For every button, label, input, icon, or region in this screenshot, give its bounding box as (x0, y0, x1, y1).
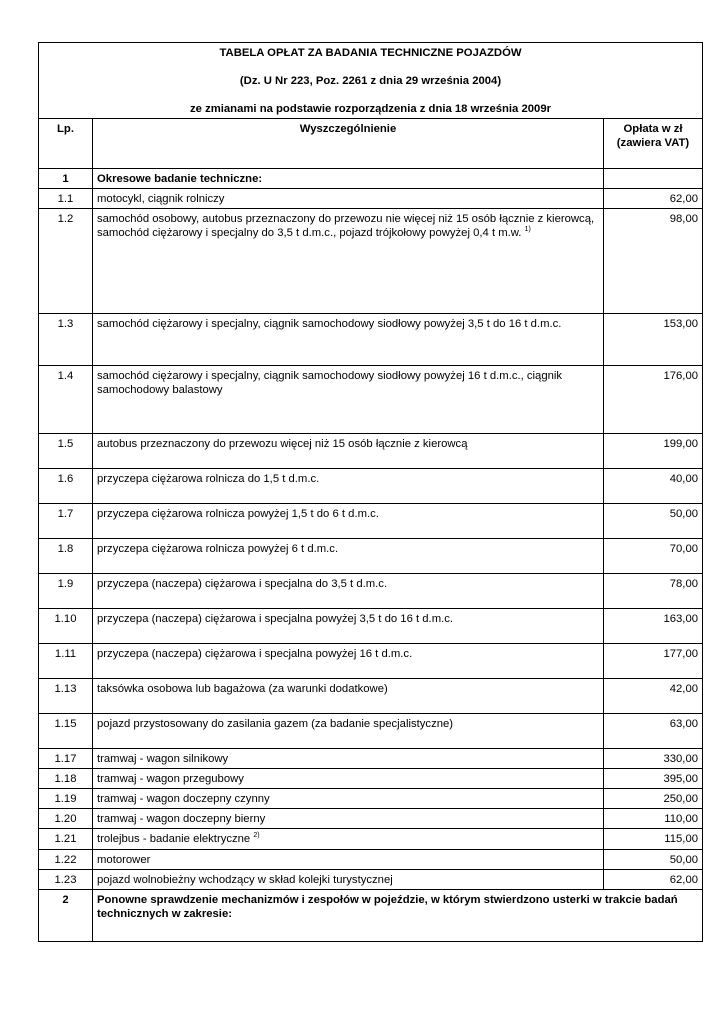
legal-basis: (Dz. U Nr 223, Poz. 2261 z dnia 29 września 2004) (239, 75, 502, 87)
row-description (93, 504, 604, 539)
section-row (39, 169, 703, 189)
row-description-text: przyczepa (naczepa) ciężarowa i specjalna powyżej 3,5 t do 16 t d.m.c. (97, 613, 454, 625)
row-description (93, 870, 604, 890)
row-fee: 330,00 (604, 749, 703, 769)
row-description (93, 434, 604, 469)
row-lp: 1.17 (39, 749, 93, 769)
footnote-marker: 2) (253, 832, 260, 839)
row-lp: 1.7 (39, 504, 93, 539)
title-row (39, 43, 703, 119)
row-lp: 1.5 (39, 434, 93, 469)
row-lp: 1.3 (39, 314, 93, 366)
table-row (39, 714, 703, 749)
section2-label: Ponowne sprawdzenie mechanizmów i zespołów w pojeździe, w którym stwierdzono usterki w trakcie badań technicznych w zakresie: (93, 890, 703, 942)
row-description-text: samochód ciężarowy i specjalny, ciągnik samochodowy siodłowy powyżej 16 t d.m.c., ciągnik samochodowy balastowy (97, 370, 563, 396)
row-lp: 1.15 (39, 714, 93, 749)
table-row (39, 366, 703, 434)
row-lp: 1.22 (39, 850, 93, 870)
row-lp: 1.6 (39, 469, 93, 504)
row-fee: 250,00 (604, 789, 703, 809)
row-lp: 1.1 (39, 189, 93, 209)
column-header-lp: Lp. (39, 119, 93, 169)
row-description-text: tramwaj - wagon silnikowy (97, 753, 229, 765)
row-fee: 98,00 (604, 209, 703, 314)
row-fee: 42,00 (604, 679, 703, 714)
row-fee: 153,00 (604, 314, 703, 366)
row-description-text: motocykl, ciągnik rolniczy (97, 193, 225, 205)
row-description (93, 469, 604, 504)
row-description-text: taksówka osobowa lub bagażowa (za warunki dodatkowe) (97, 683, 388, 695)
row-description-text: przyczepa ciężarowa rolnicza powyżej 1,5 t do 6 t d.m.c. (97, 508, 379, 520)
row-lp: 1.13 (39, 679, 93, 714)
section2-lp: 2 (39, 890, 93, 942)
row-description (93, 366, 604, 434)
row-description (93, 714, 604, 749)
row-fee: 70,00 (604, 539, 703, 574)
row-fee: 115,00 (604, 829, 703, 850)
fee-header-line2: (zawiera VAT) (616, 137, 690, 149)
row-description-text: przyczepa ciężarowa rolnicza powyżej 6 t d.m.c. (97, 543, 339, 555)
table-row (39, 749, 703, 769)
table-row (39, 789, 703, 809)
row-description (93, 789, 604, 809)
row-description-text: tramwaj - wagon przegubowy (97, 773, 244, 785)
row-description (93, 539, 604, 574)
fee-table (38, 42, 703, 942)
row-description-text: przyczepa ciężarowa rolnicza do 1,5 t d.m.c. (97, 473, 320, 485)
row-fee: 177,00 (604, 644, 703, 679)
section1-lp: 1 (39, 169, 93, 189)
row-description (93, 850, 604, 870)
row-fee: 62,00 (604, 189, 703, 209)
section1-label: Okresowe badanie techniczne: (93, 169, 604, 189)
amendment-note: ze zmianami na podstawie rozporządzenia z dnia 18 września 2009r (190, 103, 551, 115)
row-description-text: samochód ciężarowy i specjalny, ciągnik samochodowy siodłowy powyżej 3,5 t do 16 t d.m.c. (97, 318, 562, 330)
row-lp: 1.19 (39, 789, 93, 809)
row-fee: 50,00 (604, 504, 703, 539)
row-description-text: tramwaj - wagon doczepny czynny (97, 793, 270, 805)
row-lp: 1.23 (39, 870, 93, 890)
table-row (39, 850, 703, 870)
section-row (39, 890, 703, 942)
table-row (39, 504, 703, 539)
row-fee: 163,00 (604, 609, 703, 644)
row-description-text: samochód osobowy, autobus przeznaczony do przewozu nie więcej niż 15 osób łącznie z kierowcą, samochód ciężarowy i specjalny do 3,5 t d.m.c., pojazd trójkołowy powyżej 0,4 t m.w. (97, 213, 595, 239)
row-description (93, 644, 604, 679)
row-fee: 62,00 (604, 870, 703, 890)
row-description-text: trolejbus - badanie elektryczne (97, 833, 251, 845)
table-row (39, 644, 703, 679)
row-lp: 1.4 (39, 366, 93, 434)
row-description-text: pojazd przystosowany do zasilania gazem (za badanie specjalistyczne) (97, 718, 454, 730)
row-description (93, 189, 604, 209)
row-lp: 1.2 (39, 209, 93, 314)
row-description-text: autobus przeznaczony do przewozu więcej niż 15 osób łącznie z kierowcą (97, 438, 468, 450)
row-fee: 395,00 (604, 769, 703, 789)
row-description-text: pojazd wolnobieżny wchodzący w skład kolejki turystycznej (97, 874, 393, 886)
row-description-text: tramwaj - wagon doczepny bierny (97, 813, 266, 825)
fee-header-line1: Opłata w zł (623, 123, 683, 135)
row-description (93, 829, 604, 850)
row-description (93, 314, 604, 366)
row-lp: 1.18 (39, 769, 93, 789)
row-fee: 63,00 (604, 714, 703, 749)
row-description (93, 609, 604, 644)
row-lp: 1.20 (39, 809, 93, 829)
footnote-marker: 1) (524, 226, 531, 233)
row-lp: 1.11 (39, 644, 93, 679)
row-fee: 199,00 (604, 434, 703, 469)
table-row (39, 870, 703, 890)
row-description-text: przyczepa (naczepa) ciężarowa i specjalna powyżej 16 t d.m.c. (97, 648, 413, 660)
row-description (93, 809, 604, 829)
table-row (39, 609, 703, 644)
table-row (39, 769, 703, 789)
row-description-text: przyczepa (naczepa) ciężarowa i specjalna do 3,5 t d.m.c. (97, 578, 388, 590)
row-description (93, 209, 604, 314)
column-header-row (39, 119, 703, 169)
table-row (39, 434, 703, 469)
row-fee: 176,00 (604, 366, 703, 434)
column-header-fee (604, 119, 703, 169)
table-row (39, 189, 703, 209)
row-description (93, 679, 604, 714)
row-description (93, 769, 604, 789)
table-row (39, 829, 703, 850)
document-title: TABELA OPŁAT ZA BADANIA TECHNICZNE POJAZDÓW (219, 47, 522, 59)
row-lp: 1.10 (39, 609, 93, 644)
table-row (39, 679, 703, 714)
table-row (39, 539, 703, 574)
row-fee: 78,00 (604, 574, 703, 609)
row-fee: 40,00 (604, 469, 703, 504)
row-fee: 50,00 (604, 850, 703, 870)
row-lp: 1.8 (39, 539, 93, 574)
table-row (39, 209, 703, 314)
row-lp: 1.21 (39, 829, 93, 850)
row-description (93, 574, 604, 609)
row-description-text: motorower (97, 854, 151, 866)
table-row (39, 314, 703, 366)
table-row (39, 469, 703, 504)
table-row (39, 574, 703, 609)
table-row (39, 809, 703, 829)
row-fee: 110,00 (604, 809, 703, 829)
row-lp: 1.9 (39, 574, 93, 609)
row-description (93, 749, 604, 769)
column-header-description: Wyszczególnienie (93, 119, 604, 169)
